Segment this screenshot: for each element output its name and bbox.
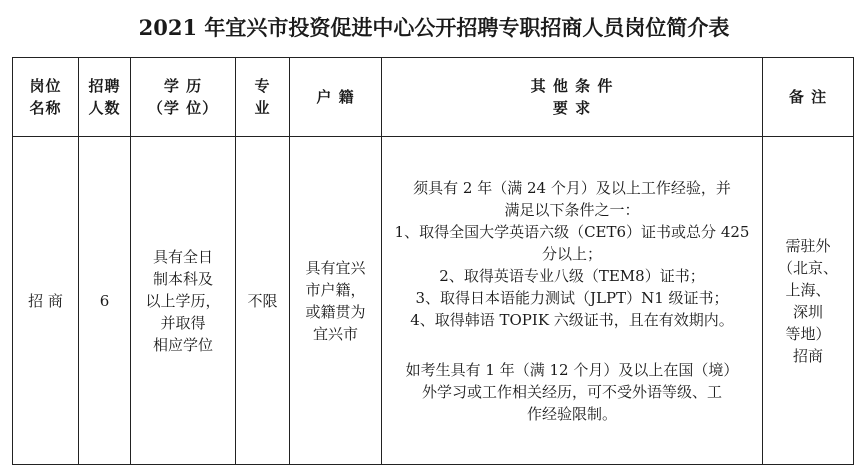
positions-table <box>12 57 854 465</box>
table-header-row <box>13 58 854 137</box>
page-title: 2021 年宜兴市投资促进中心公开招聘专职招商人员岗位简介表 <box>138 15 730 40</box>
cell-remarks: 需驻外 （北京、 上海、 深圳 等地） 招商 <box>763 137 854 465</box>
header-education: 学 历 （学 位） <box>131 58 236 137</box>
table-row <box>13 137 854 465</box>
header-count: 招聘 人数 <box>79 58 131 137</box>
cell-other-requirements: 须具有 2 年（满 24 个月）及以上工作经验，并 满足以下条件之一： 1、取得全国大学英语六级（CET6）证书或总分 425 分以上； 2、取得英语专业八级（TEM8）证书； 3、取得日本语能力测试（JLPT）N1 级证书； 4、取得韩语 TOPIK 六级证书，且在有效期内。 如考生具有 1 年（满 12 个月）及以上在国（境） 外学习或工作相关经历，可不受外语等级、工 作经验限制。 <box>382 137 763 465</box>
header-remarks: 备 注 <box>763 58 854 137</box>
cell-major: 不限 <box>236 137 290 465</box>
cell-education: 具有全日 制本科及 以上学历， 并取得 相应学位 <box>131 137 236 465</box>
header-position: 岗位 名称 <box>13 58 79 137</box>
cell-count: 6 <box>79 137 131 465</box>
header-other-requirements: 其 他 条 件 要 求 <box>382 58 763 137</box>
cell-household: 具有宜兴 市户籍， 或籍贯为 宜兴市 <box>290 137 382 465</box>
header-major: 专 业 <box>236 58 290 137</box>
cell-position: 招 商 <box>13 137 79 465</box>
header-household: 户 籍 <box>290 58 382 137</box>
